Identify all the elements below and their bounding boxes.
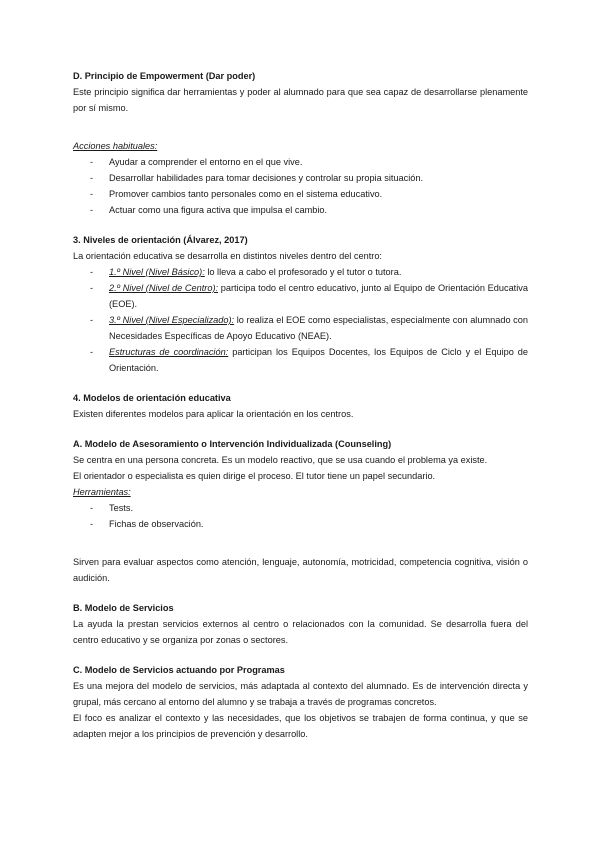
list-item: - Tests.	[90, 503, 133, 513]
section-4-body: Existen diferentes modelos para aplicar la orientación en los centros.	[73, 409, 354, 419]
level-label: 3.º Nivel (Nivel Especializado):	[109, 315, 235, 325]
section-b-body: La ayuda la prestan servicios externos al centro o relacionados con la comunidad. Se desarrolla fuera del centro educativo y se organiza por zonas o sectores.	[73, 619, 528, 645]
section-b-title: B. Modelo de Servicios	[73, 603, 174, 613]
list-item: - Promover cambios tanto personales como en el sistema educativo.	[90, 189, 383, 199]
section-3-title: 3. Niveles de orientación (Álvarez, 2017)	[73, 235, 248, 245]
list-item: - Fichas de observación.	[90, 519, 204, 529]
list-item: - Desarrollar habilidades para tomar decisiones y controlar su propia situación.	[90, 173, 424, 183]
list-item: - Actuar como una figura activa que impulsa el cambio.	[90, 205, 328, 215]
document-page	[73, 68, 528, 742]
section-a-subtitle: Herramientas:	[73, 487, 131, 497]
level-label: 2.º Nivel (Nivel de Centro):	[109, 283, 219, 293]
section-a-title: A. Modelo de Asesoramiento o Intervención Individualizada (Counseling)	[73, 439, 392, 449]
section-d-body: Este principio significa dar herramientas y poder al alumnado para que sea capaz de desarrollarse plenamente por sí mismo.	[73, 87, 528, 113]
list-item: - 2.º Nivel (Nivel de Centro): participa todo el centro educativo, junto al Equipo de Orientación Educativa (EOE).	[90, 283, 528, 309]
level-label: Estructuras de coordinación:	[109, 347, 229, 357]
section-a-body3: Sirven para evaluar aspectos como atención, lenguaje, autonomía, motricidad, competencia cognitiva, visión o audición.	[73, 557, 528, 583]
section-3-intro: La orientación educativa se desarrolla en distintos niveles dentro del centro:	[73, 251, 382, 261]
section-a-body1: Se centra en una persona concreta. Es un modelo reactivo, que se usa cuando el problema ya existe.	[73, 455, 488, 465]
section-a-list	[73, 500, 528, 532]
list-item: - Estructuras de coordinación: participan los Equipos Docentes, los Equipos de Ciclo y el Equipo de Orientación.	[90, 347, 529, 373]
list-item: - 1.º Nivel (Nivel Básico): lo lleva a cabo el profesorado y el tutor o tutora.	[90, 267, 402, 277]
list-item: - Ayudar a comprender el entorno en el que vive.	[90, 157, 303, 167]
level-label: 1.º Nivel (Nivel Básico):	[109, 267, 205, 277]
section-4-title: 4. Modelos de orientación educativa	[73, 393, 231, 403]
section-3-list	[73, 264, 528, 376]
list-item: - 3.º Nivel (Nivel Especializado): lo realiza el EOE como especialistas, especialmente con alumnado con Necesidades Específicas de Apoyo Educativo (NEAE).	[90, 315, 528, 341]
section-c-body1: Es una mejora del modelo de servicios, más adaptada al contexto del alumnado. Es de intervención directa y grupal, más cercano al entorno del alumno y se trabaja a través de programas concretos.	[73, 681, 528, 707]
section-d-subtitle: Acciones habituales:	[73, 141, 158, 151]
section-c-title: C. Modelo de Servicios actuando por Programas	[73, 665, 285, 675]
section-d-list	[73, 154, 528, 218]
section-d-title: D. Principio de Empowerment (Dar poder)	[73, 71, 256, 81]
section-c-body2: El foco es analizar el contexto y las necesidades, que los objetivos se trabajen de forma continua, y que se adapten mejor a los principios de prevención y desarrollo.	[73, 713, 528, 739]
section-a-body2: El orientador o especialista es quien dirige el proceso. El tutor tiene un papel secundario.	[73, 471, 436, 481]
